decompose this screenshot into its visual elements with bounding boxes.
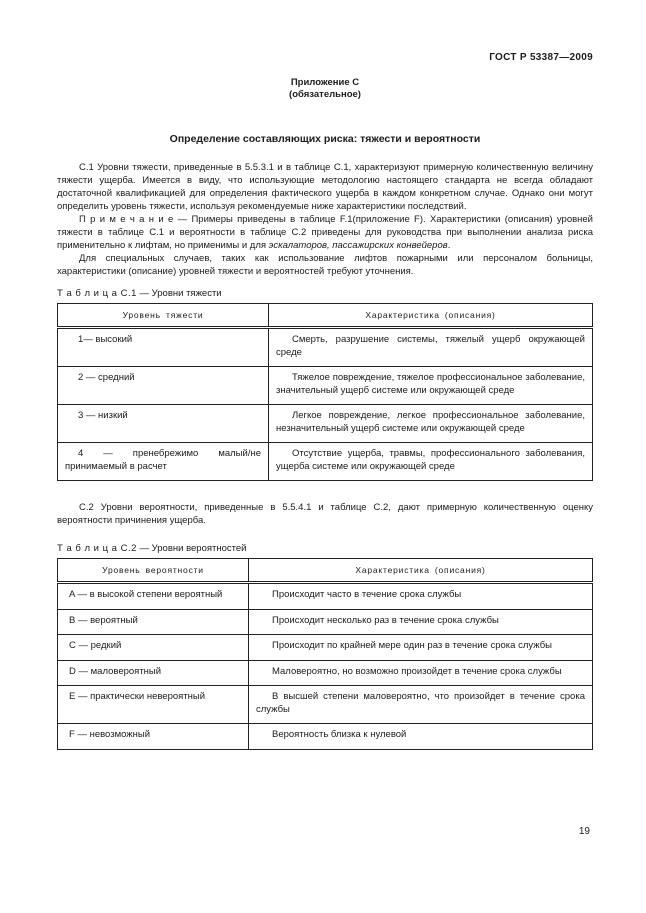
table-row	[58, 443, 593, 481]
table-row	[58, 724, 593, 750]
paragraph-c1: С.1 Уровни тяжести, приведенные в 5.5.3.1 и в таблице С.1, характеризуют примерную количественную величину тяжести ущерба. Имеется в виду, что использующие методологию настоящего стандарта не всегда обладают достаточной квалификацией для определения фактического ущерба в каждом конкретном случае. Однако они могут определить уровень тяжести, используя рекомендуемые ниже характеристики последствий.	[57, 162, 593, 212]
table-c1-caption-label: Т а б л и ц а С.1	[57, 288, 137, 299]
severity-desc-cell: Легкое повреждение, легкое профессиональное заболевание, незначительный ущерб системе или окружающей среде	[269, 405, 593, 443]
table-c1-caption-title: Уровни тяжести	[151, 288, 222, 299]
severity-level-cell: 2 — средний	[58, 367, 269, 405]
table-header-row	[58, 559, 593, 583]
page-title: Определение составляющих риска: тяжести и вероятности	[169, 133, 481, 145]
note-text: П р и м е ч а н и е — Примеры приведены в таблице F.1(приложение F). Характеристики (описания) уровней тяжести в таблице С.1 и вероятности в таблице С.2 приведены для руководства при выполнении анализа риска применительно к лифтам, но применимы и для	[57, 214, 593, 251]
probability-level-cell: D — маловероятный	[58, 660, 249, 686]
document-code: ГОСТ Р 53387—2009	[489, 52, 593, 63]
paragraph-note	[57, 213, 593, 252]
probability-level-cell: C — редкий	[58, 635, 249, 661]
table-row	[58, 367, 593, 405]
annex-title: Приложение С	[290, 77, 360, 88]
probability-level-cell: A — в высокой степени вероятный	[58, 583, 249, 610]
severity-desc-cell: Смерть, разрушение системы, тяжелый ущерб окружающей среде	[269, 328, 593, 367]
probability-level-cell: E — практически невероятный	[58, 686, 249, 724]
table-row	[58, 609, 593, 635]
column-header-probability-level: Уровень вероятности	[58, 559, 249, 583]
probability-desc-cell: Происходит часто в течение срока службы	[249, 583, 593, 610]
table-row	[58, 660, 593, 686]
annex-heading	[57, 77, 593, 101]
note-suffix: .	[447, 240, 451, 251]
severity-level-cell: 4 — пренебрежимо малый/не принимаемый в расчет	[58, 443, 269, 481]
paragraph-special-cases: Для специальных случаев, таких как использование лифтов пожарными или персоналом больницы, характеристики (описание) уровней тяжести и вероятностей требуют уточнения.	[57, 253, 593, 277]
severity-level-cell: 3 — низкий	[58, 405, 269, 443]
table-c2-caption-dash: —	[136, 543, 152, 554]
column-header-characteristic: Характеристика (описания)	[249, 559, 593, 583]
table-c2-caption	[57, 543, 593, 554]
severity-level-cell: 1— высокий	[58, 328, 269, 367]
column-header-severity-level: Уровень тяжести	[58, 304, 269, 328]
severity-levels-table	[57, 303, 593, 481]
table-row	[58, 635, 593, 661]
probability-level-cell: B — вероятный	[58, 609, 249, 635]
note-italic-text: эскалаторов, пассажирских конвейеров	[268, 240, 448, 251]
table-c1-caption-dash: —	[136, 288, 152, 299]
page-number: 19	[578, 826, 590, 837]
table-header-row	[58, 304, 593, 328]
probability-desc-cell: Происходит по крайней мере один раз в течение срока службы	[249, 635, 593, 661]
table-row	[58, 686, 593, 724]
probability-level-cell: F — невозможный	[58, 724, 249, 750]
probability-desc-cell: Вероятность близка к нулевой	[249, 724, 593, 750]
column-header-characteristic: Характеристика (описания)	[269, 304, 593, 328]
probability-desc-cell: В высшей степени маловероятно, что произойдет в течение срока службы	[249, 686, 593, 724]
paragraph-c2: С.2 Уровни вероятности, приведенные в 5.5.4.1 и таблице С.2, дают примерную количественную оценку вероятности причинения ущерба.	[57, 502, 593, 526]
table-c2-caption-title: Уровни вероятностей	[151, 543, 247, 554]
annex-subtitle: (обязательное)	[289, 89, 361, 100]
table-c2-caption-label: Т а б л и ц а С.2	[57, 543, 137, 554]
probability-desc-cell: Маловероятно, но возможно произойдет в течение срока службы	[249, 660, 593, 686]
table-row	[58, 328, 593, 367]
severity-desc-cell: Тяжелое повреждение, тяжелое профессиональное заболевание, значительный ущерб системе или окружающей среде	[269, 367, 593, 405]
table-row	[58, 583, 593, 610]
severity-desc-cell: Отсутствие ущерба, травмы, профессионального заболевания, ущерба системе или окружающей среде	[269, 443, 593, 481]
table-c1-caption	[57, 288, 593, 299]
probability-levels-table	[57, 558, 593, 750]
table-row	[58, 405, 593, 443]
probability-desc-cell: Происходит несколько раз в течение срока службы	[249, 609, 593, 635]
